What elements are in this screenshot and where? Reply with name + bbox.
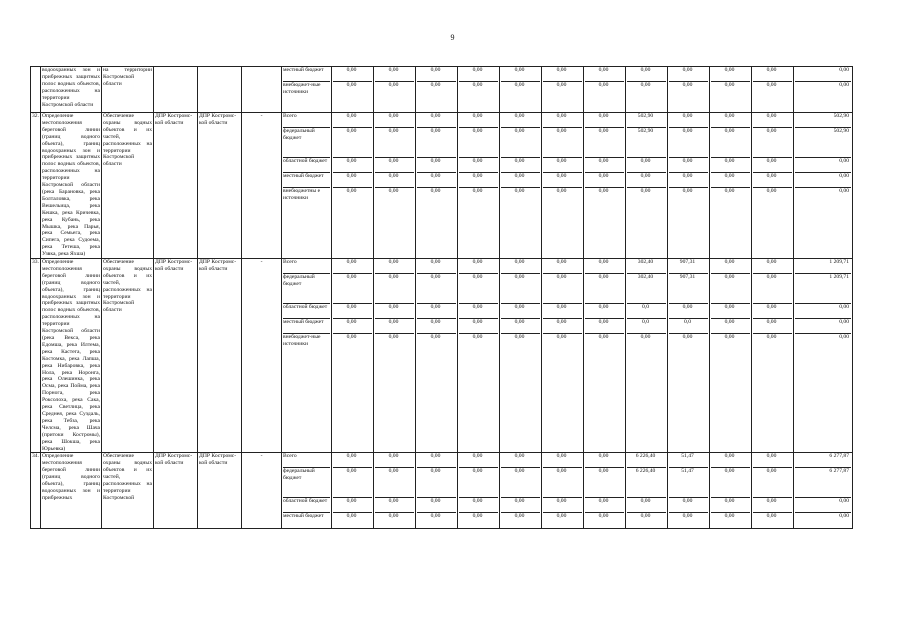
funding-value: 0,00: [753, 453, 792, 468]
funding-value: 0,00: [375, 128, 414, 158]
funding-value: 0,00: [417, 128, 456, 158]
funding-value: 0,00: [669, 67, 708, 82]
funding-value: 0,00: [417, 498, 456, 513]
value-cell: [584, 113, 626, 259]
funding-source-label: областной бюджет: [283, 498, 330, 513]
funding-value: 0,00: [375, 319, 414, 334]
funding-value: 0,00: [543, 453, 582, 468]
funding-value: 0,00: [585, 498, 624, 513]
funding-value: 0,00: [501, 468, 540, 498]
funding-value: 0,00: [417, 453, 456, 468]
funding-value: 0,00: [669, 113, 708, 128]
funding-value: 0,00: [598, 334, 609, 341]
funding-value: 0,0: [627, 304, 666, 319]
dash-cell: -: [242, 453, 282, 529]
funding-source-label: Всего: [283, 259, 330, 274]
funding-value: 0,00: [682, 334, 693, 341]
value-cell: [668, 67, 710, 113]
funding-value: 0,00: [417, 468, 456, 498]
funding-value: 0,00: [795, 173, 851, 188]
coexecutor: ДПР Костромс-кой области: [198, 113, 242, 259]
coexecutor: ДПР Костромс-кой области: [198, 259, 242, 453]
table-row: [31, 259, 853, 453]
funding-value: 0,00: [627, 173, 666, 188]
value-cell: [626, 453, 668, 529]
funding-value: 0,00: [472, 334, 483, 341]
funding-value: 0,0: [627, 319, 666, 334]
value-cell: [710, 259, 752, 453]
funding-value: 6 277,87: [795, 453, 851, 468]
funding-value: 0,00: [430, 82, 441, 88]
funding-value: 0,00: [711, 158, 750, 173]
value-cell: [416, 453, 458, 529]
funding-source-label: местный бюджет: [283, 67, 330, 82]
executor-cell: [154, 67, 198, 113]
value-cell: [752, 113, 794, 259]
funding-value: 0,00: [585, 304, 624, 319]
funding-value: 0,0: [669, 319, 708, 334]
value-cell: [626, 113, 668, 259]
funding-value: 302,40: [627, 259, 666, 274]
dash-cell: -: [242, 259, 282, 453]
value-cell: [584, 259, 626, 453]
funding-source-label: местный бюджет: [283, 319, 330, 334]
value-cell: [794, 453, 853, 529]
funding-value: 51,47: [669, 453, 708, 468]
funding-source-cell: [282, 67, 332, 113]
funding-value: 0,00: [543, 468, 582, 498]
funding-value: 0,00: [753, 498, 792, 513]
funding-value: 502,90: [795, 113, 851, 128]
funding-value: 0,00: [459, 274, 498, 304]
funding-value: 0,00: [766, 188, 777, 194]
funding-value: 0,00: [766, 82, 777, 88]
funding-value: 0,00: [585, 259, 624, 274]
value-cell: [626, 67, 668, 113]
funding-value: 0,00: [627, 67, 666, 82]
funding-value: 0,00: [388, 82, 399, 88]
funding-value: 0,00: [711, 468, 750, 498]
funding-value: 0,00: [543, 259, 582, 274]
funding-value: 0,00: [472, 82, 483, 88]
funding-source-label: местный бюджет: [283, 173, 330, 188]
funding-value: 907,31: [669, 259, 708, 274]
funding-value: 0,00: [556, 188, 567, 194]
funding-value: 1 209,71: [795, 274, 851, 304]
entry-purpose: Обеспечение охраны водных объектов и их частей, расположенных на территории Костромской области: [102, 113, 154, 259]
page-number: 9: [450, 33, 455, 42]
dash-cell: [242, 67, 282, 113]
funding-value: 0,00: [585, 274, 624, 304]
funding-value: 0,00: [514, 513, 525, 520]
funding-value: 0,00: [514, 82, 525, 88]
entry-purpose: Обеспечение охраны водных объектов и их частей, расположенных на территории Костромской области: [102, 259, 154, 453]
funding-value: 502,90: [627, 128, 666, 158]
value-cell: [374, 453, 416, 529]
funding-value: 0,00: [640, 82, 651, 88]
funding-value: 0,00: [669, 498, 708, 513]
funding-value: 0,00: [585, 468, 624, 498]
value-cell: [626, 259, 668, 453]
funding-value: 0,00: [430, 334, 441, 341]
funding-value: 0,00: [543, 67, 582, 82]
funding-source-label: федеральный бюджет: [283, 128, 330, 158]
funding-value: 6 226,40: [627, 453, 666, 468]
dash-cell: -: [242, 113, 282, 259]
value-cell: [458, 453, 500, 529]
funding-value: 0,00: [501, 128, 540, 158]
coexecutor-cell: [198, 67, 242, 113]
funding-value: 502,90: [627, 113, 666, 128]
funding-value: 0,00: [839, 513, 849, 520]
funding-value: 0,00: [753, 319, 792, 334]
funding-source-label: федеральный бюджет: [283, 468, 330, 498]
funding-value: 0,00: [543, 304, 582, 319]
funding-value: 0,00: [543, 113, 582, 128]
funding-value: 0,00: [501, 274, 540, 304]
funding-value: 0,00: [388, 188, 399, 194]
value-cell: [332, 453, 374, 529]
funding-value: 0,00: [459, 468, 498, 498]
value-cell: [542, 259, 584, 453]
value-cell: [374, 259, 416, 453]
funding-value: 0,00: [753, 304, 792, 319]
funding-value: 0,00: [514, 334, 525, 341]
funding-value: 0,00: [333, 498, 372, 513]
funding-value: 0,00: [543, 158, 582, 173]
value-cell: [458, 113, 500, 259]
funding-value: 0,00: [543, 173, 582, 188]
funding-value: 0,00: [501, 67, 540, 82]
funding-value: 0,00: [375, 113, 414, 128]
funding-value: 0,00: [669, 304, 708, 319]
funding-value: 0,00: [543, 498, 582, 513]
funding-value: 0,00: [333, 468, 372, 498]
funding-value: 0,00: [795, 319, 851, 334]
coexecutor: ДПР Костромс-кой области: [198, 453, 242, 529]
funding-value: 0,00: [388, 513, 399, 520]
funding-source-label: Всего: [283, 113, 330, 128]
funding-value: 0,00: [711, 67, 750, 82]
funding-value: 0,00: [346, 188, 357, 194]
funding-value: 0,00: [669, 128, 708, 158]
funding-value: 0,00: [766, 513, 777, 520]
funding-value: 0,00: [585, 128, 624, 158]
value-cell: [458, 259, 500, 453]
funding-value: 0,00: [766, 334, 777, 341]
funding-value: 0,00: [375, 173, 414, 188]
funding-value: 0,00: [459, 319, 498, 334]
funding-source-label: внебюджетны е источники: [283, 188, 321, 201]
value-cell: [332, 113, 374, 259]
funding-value: 0,00: [543, 319, 582, 334]
value-cell: [668, 113, 710, 259]
value-cell: [374, 67, 416, 113]
funding-value: 0,00: [417, 67, 456, 82]
value-cell: [710, 453, 752, 529]
funding-value: 0,00: [795, 67, 851, 82]
funding-value: 0,00: [753, 274, 792, 304]
funding-value: 0,00: [459, 498, 498, 513]
funding-value: 0,00: [501, 113, 540, 128]
funding-value: 0,00: [724, 334, 735, 341]
funding-value: 0,00: [417, 319, 456, 334]
funding-value: 0,00: [839, 188, 849, 194]
funding-value: 0,00: [669, 158, 708, 173]
funding-value: 0,00: [501, 319, 540, 334]
funding-source-label: областной бюджет: [283, 304, 330, 319]
funding-value: 0,00: [459, 173, 498, 188]
funding-value: 0,00: [556, 82, 567, 88]
value-cell: [374, 113, 416, 259]
funding-value: 0,00: [375, 158, 414, 173]
funding-value: 0,00: [459, 259, 498, 274]
funding-value: 0,00: [375, 468, 414, 498]
value-cell: [668, 259, 710, 453]
value-cell: [542, 67, 584, 113]
value-cell: [416, 113, 458, 259]
funding-value: 0,00: [417, 113, 456, 128]
funding-value: 0,00: [472, 513, 483, 520]
funding-value: 0,00: [711, 113, 750, 128]
funding-value: 0,00: [711, 498, 750, 513]
funding-value: 0,00: [543, 274, 582, 304]
funding-value: 0,00: [682, 513, 693, 520]
funding-source-cell: [282, 453, 332, 529]
funding-value: 0,00: [459, 453, 498, 468]
funding-value: 0,00: [333, 274, 372, 304]
funding-value: 0,00: [501, 498, 540, 513]
funding-value: 0,00: [430, 188, 441, 194]
funding-value: 0,00: [585, 113, 624, 128]
value-cell: [500, 67, 542, 113]
funding-value: 502,90: [795, 128, 851, 158]
entry-description: Определение местоположения береговой линии (границ водного объекта), границ водоохранных зон и прибрежных защитных полос водных объектов, расположенных на территории Костромской области (река Барановка, река Болталовка, река Вешельица, река Кешка, река Кричевка, река Кубань, река Мышка, река Парья, река Семьега, река Сипега, река Судоема, река Тетеша, река Узвка, река Яхша): [42, 113, 100, 258]
funding-value: 0,00: [501, 453, 540, 468]
value-cell: [500, 113, 542, 259]
funding-value: 0,00: [669, 173, 708, 188]
funding-value: 0,00: [682, 82, 693, 88]
funding-value: 0,00: [724, 82, 735, 88]
funding-value: 0,00: [585, 173, 624, 188]
funding-value: 0,00: [459, 113, 498, 128]
funding-value: 0,00: [346, 513, 357, 520]
funding-source-label: внебюджет-ные источники: [283, 82, 321, 95]
funding-value: 0,00: [417, 304, 456, 319]
funding-source-label: Всего: [283, 453, 330, 468]
funding-value: 907,31: [669, 274, 708, 304]
value-cell: [794, 259, 853, 453]
value-cell: [416, 259, 458, 453]
funding-value: 0,00: [375, 453, 414, 468]
entry-description: Определение местоположения береговой линии (границ водного объекта), границ водоохранных зон и прибрежных: [41, 453, 102, 529]
entry-description: Определение местоположения береговой линии (границ водного объекта), границ водоохранных зон и прибрежных защитных полос водных объектов, расположенных на территории Костромской области (река Векса, река Едомша, река Илтема, река Кастега, река Костомка, река Лапша, река Нибаровка, река Нола, река Норонга, река Олешинка, река Осма, река Пойма, река Порнога, река Роксолоха, река Сака, река Светлица, река Среднея, река Суздаль, река Тебза, река Челсма, река Шача (притоки Костромы), река Шокша, река Юрьевка): [42, 259, 100, 452]
funding-value: 0,00: [711, 453, 750, 468]
funding-value: 0,00: [556, 334, 567, 341]
funding-value: 0,00: [795, 498, 851, 513]
table-row: [31, 453, 853, 529]
program-activities-table: [30, 66, 853, 529]
funding-value: 51,47: [669, 468, 708, 498]
executor: ДПР Костромс-кой области: [154, 113, 198, 259]
funding-value: 0,00: [514, 188, 525, 194]
funding-value: 0,00: [346, 334, 357, 341]
value-cell: [794, 113, 853, 259]
funding-value: 0,00: [598, 513, 609, 520]
funding-value: 0,00: [753, 158, 792, 173]
entry-description: водоохранных зон и прибрежных защитных полос водных объектов, расположенных на территории Костромской области: [41, 67, 102, 113]
funding-value: 0,00: [375, 498, 414, 513]
entry-number-cell: [31, 67, 41, 113]
funding-value: 0,00: [375, 274, 414, 304]
funding-value: 0,00: [640, 188, 651, 194]
entry-purpose: Обеспечение охраны водных объектов и их частей, расположенных на территории Костромской: [102, 453, 154, 529]
funding-value: 6 226,40: [627, 468, 666, 498]
funding-value: 0,00: [711, 319, 750, 334]
funding-value: 0,00: [459, 304, 498, 319]
funding-value: 0,00: [501, 158, 540, 173]
funding-value: 0,00: [459, 158, 498, 173]
funding-value: 0,00: [501, 259, 540, 274]
value-cell: [752, 453, 794, 529]
funding-value: 0,00: [333, 304, 372, 319]
funding-value: 0,00: [753, 67, 792, 82]
value-cell: [416, 67, 458, 113]
funding-value: 0,00: [753, 259, 792, 274]
executor: ДПР Костромс-кой области: [154, 259, 198, 453]
value-cell: [752, 67, 794, 113]
funding-value: 0,00: [682, 188, 693, 194]
funding-value: 0,00: [375, 259, 414, 274]
funding-value: 0,00: [333, 128, 372, 158]
value-cell: [332, 259, 374, 453]
funding-value: 0,00: [585, 453, 624, 468]
funding-value: 0,00: [333, 113, 372, 128]
funding-value: 0,00: [839, 82, 849, 88]
funding-value: 0,00: [753, 128, 792, 158]
value-cell: [542, 113, 584, 259]
funding-value: 0,00: [598, 82, 609, 88]
funding-source-label: местный бюджет: [283, 513, 324, 520]
funding-value: 302,40: [627, 274, 666, 304]
funding-value: 0,00: [375, 304, 414, 319]
funding-source-label: областной бюджет: [283, 158, 330, 173]
funding-value: 0,00: [711, 274, 750, 304]
value-cell: [794, 67, 853, 113]
funding-value: 0,00: [333, 319, 372, 334]
funding-value: 0,00: [795, 158, 851, 173]
value-cell: [542, 453, 584, 529]
funding-value: 0,00: [711, 173, 750, 188]
funding-value: 0,00: [711, 128, 750, 158]
table-row: [31, 67, 853, 113]
value-cell: [500, 259, 542, 453]
value-cell: [710, 67, 752, 113]
funding-value: 0,00: [333, 173, 372, 188]
funding-value: 6 277,87: [795, 468, 851, 498]
funding-value: 0,00: [333, 158, 372, 173]
funding-value: 0,00: [598, 188, 609, 194]
funding-value: 0,00: [346, 82, 357, 88]
funding-value: 0,00: [627, 158, 666, 173]
value-cell: [458, 67, 500, 113]
funding-value: 0,00: [459, 67, 498, 82]
value-cell: [710, 113, 752, 259]
funding-value: 0,00: [375, 67, 414, 82]
funding-value: 0,00: [753, 173, 792, 188]
funding-value: 0,00: [501, 304, 540, 319]
entry-number: 32.: [31, 113, 41, 259]
funding-value: 0,00: [724, 513, 735, 520]
funding-value: 0,00: [585, 158, 624, 173]
funding-value: 1 209,71: [795, 259, 851, 274]
value-cell: [332, 67, 374, 113]
funding-value: 0,00: [417, 158, 456, 173]
funding-source-cell: [282, 259, 332, 453]
executor: ДПР Костромс-кой области: [154, 453, 198, 529]
funding-value: 0,00: [640, 334, 651, 341]
value-cell: [668, 453, 710, 529]
funding-value: 0,00: [711, 304, 750, 319]
funding-value: 0,00: [640, 513, 651, 520]
funding-value: 0,00: [333, 259, 372, 274]
funding-source-cell: [282, 113, 332, 259]
entry-purpose: на территории Костромской области: [102, 67, 154, 113]
entry-number: 33.: [31, 259, 41, 453]
funding-value: 0,00: [333, 453, 372, 468]
funding-value: 0,00: [556, 513, 567, 520]
value-cell: [584, 67, 626, 113]
funding-value: 0,00: [417, 173, 456, 188]
funding-value: 0,00: [627, 498, 666, 513]
funding-value: 0,00: [585, 67, 624, 82]
funding-value: 0,00: [333, 67, 372, 82]
funding-value: 0,00: [472, 188, 483, 194]
funding-value: 0,00: [753, 113, 792, 128]
funding-value: 0,00: [724, 188, 735, 194]
funding-value: 0,00: [711, 259, 750, 274]
funding-value: 0,00: [795, 304, 851, 319]
funding-value: 0,00: [430, 513, 441, 520]
entry-number: 34.: [31, 453, 41, 529]
funding-value: 0,00: [388, 334, 399, 341]
value-cell: [584, 453, 626, 529]
funding-value: 0,00: [417, 259, 456, 274]
value-cell: [500, 453, 542, 529]
value-cell: [752, 259, 794, 453]
funding-value: 0,00: [585, 319, 624, 334]
funding-value: 0,00: [543, 128, 582, 158]
funding-source-label: внебюджет-ные источники: [283, 334, 321, 347]
funding-value: 0,00: [501, 173, 540, 188]
funding-value: 0,00: [417, 274, 456, 304]
funding-value: 0,00: [753, 468, 792, 498]
funding-source-label: федеральный бюджет: [283, 274, 330, 304]
funding-value: 0,00: [459, 128, 498, 158]
table-row: [31, 113, 853, 259]
funding-value: 0,00: [839, 334, 849, 341]
